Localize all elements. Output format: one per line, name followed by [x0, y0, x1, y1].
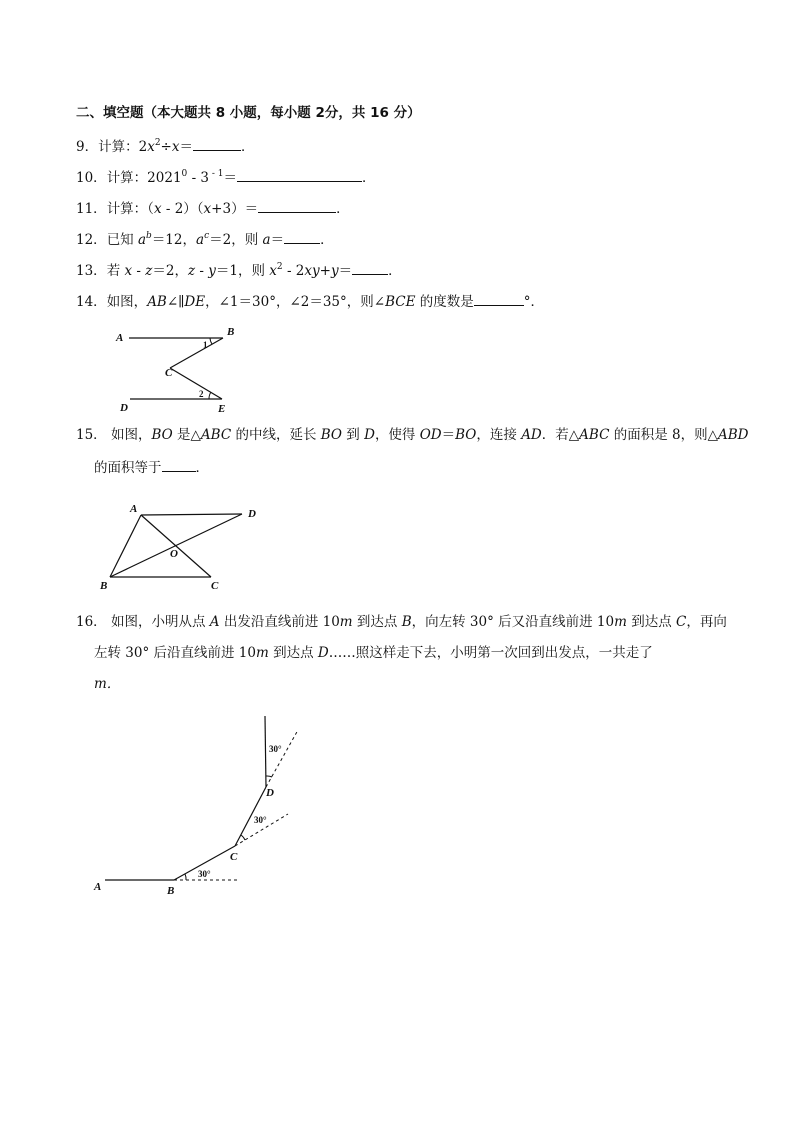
angle-d-label: 30° [269, 744, 282, 754]
point-d-label: D [266, 787, 274, 799]
angle-c-label: 30° [254, 815, 267, 825]
point-b-label: B [227, 326, 235, 338]
question-14: 14．如图，AB∠∥DE，∠1＝30°，∠2＝35°，则∠BCE 的度数是 °． [76, 291, 544, 311]
answer-blank[interactable] [258, 198, 336, 213]
point-b-label: B [167, 885, 175, 897]
point-e-label: E [218, 403, 226, 415]
point-b-label: B [100, 580, 108, 592]
section-title: 二、填空题（本大题共 8 小题，每小题 2分，共 16 分） [76, 105, 421, 121]
figure-14 [110, 322, 250, 418]
text-run: ABD [717, 427, 749, 443]
text-run: ，向左转 30° 后又沿直线前进 10 [411, 614, 615, 630]
question-16-line3: m． [94, 676, 121, 692]
point-c-label: C [230, 851, 238, 863]
question-16-line2 [94, 644, 653, 662]
text-run: A [209, 614, 220, 630]
text-run: 的面积是 8，则△ [609, 427, 718, 443]
text-run: BO [320, 427, 343, 443]
text-run: 到达点 [626, 614, 677, 630]
text-run: ABC [200, 427, 232, 443]
text-run: m [339, 614, 353, 630]
text-run: BO [151, 427, 173, 443]
text-run: ，再向 [686, 614, 727, 630]
point-c-label: C [211, 580, 219, 592]
point-c-label: C [165, 367, 173, 379]
text-run: ，使得 [374, 427, 420, 443]
text-run: D [364, 427, 375, 443]
answer-blank[interactable] [237, 167, 362, 182]
text-run: ．若△ [541, 427, 580, 443]
point-d-label: D [248, 508, 256, 520]
angle-b-label: 30° [198, 869, 211, 879]
answer-blank[interactable] [162, 457, 196, 472]
question-15-line2: 的面积等于 ． [94, 457, 209, 477]
angle-1-label: 1 [203, 340, 208, 350]
text-run: 如图，小明从点 [110, 614, 210, 630]
text-run: D [317, 645, 329, 661]
question-13: 13．若 x - z＝2，z - y＝1，则 $x^2 - 2xy+y=$ ． [76, 262, 402, 279]
text-run: OD [419, 427, 442, 443]
text-run: 出发沿直线前进 10 [219, 614, 340, 630]
point-a-label: A [130, 503, 138, 515]
figure-15 [94, 500, 274, 600]
text-run: m [255, 645, 269, 661]
point-a-label: A [116, 332, 124, 344]
answer-blank[interactable] [352, 260, 388, 275]
question-16: 16． 如图，小明从点 A 出发沿直线前进 10m 到达点 B，向左转 30° 后又沿直线前进 10m 到达点 C，再向 [76, 614, 727, 630]
question-11: 11．计算：（x - 2）（x+3）＝ ． [76, 198, 350, 218]
text-run: AD [521, 427, 542, 443]
text-run: 如图， [110, 427, 152, 443]
text-run: 的中线，延长 [231, 427, 321, 443]
text-run: 到达点 [268, 645, 318, 661]
text-run: B [401, 614, 412, 630]
point-o-label: O [170, 548, 178, 560]
text-run: 左转 30° 后沿直线前进 10 [94, 645, 256, 661]
text-run: 是△ [172, 427, 201, 443]
question-15: 15． 如图，BO 是△ABC 的中线，延长 BO 到 D，使得 OD＝BO，连接 AD．若△ABC 的面积是 8，则△ABD [76, 427, 749, 443]
text-run: 到 [342, 427, 365, 443]
text-run: 到达点 [352, 614, 402, 630]
text-run: ＝ [441, 427, 456, 443]
text-run: C [676, 614, 687, 630]
point-a-label: A [94, 881, 102, 893]
text-run: BO [455, 427, 477, 443]
text-run: ABC [579, 427, 610, 443]
angle-2-label: 2 [199, 389, 204, 399]
figure-16 [90, 708, 320, 898]
text-run: ……照这样走下去，小明第一次回到出发点，一共走了 [328, 645, 653, 661]
answer-blank[interactable] [474, 291, 524, 306]
text-run: m [614, 614, 627, 630]
answer-blank[interactable] [284, 229, 320, 244]
answer-blank[interactable] [193, 136, 241, 151]
question-10: 10．计算：2021$^0$ - 3 $^{- 1}$＝ ． [76, 169, 376, 186]
text-run: ，连接 [476, 427, 522, 443]
question-12: 12．已知 $a^b=12$，$a^c=2$，则 a＝ ． [76, 231, 334, 248]
point-d-label: D [120, 402, 128, 414]
question-9: 9．计算：$2x^2\div x=$ ． [76, 138, 255, 155]
